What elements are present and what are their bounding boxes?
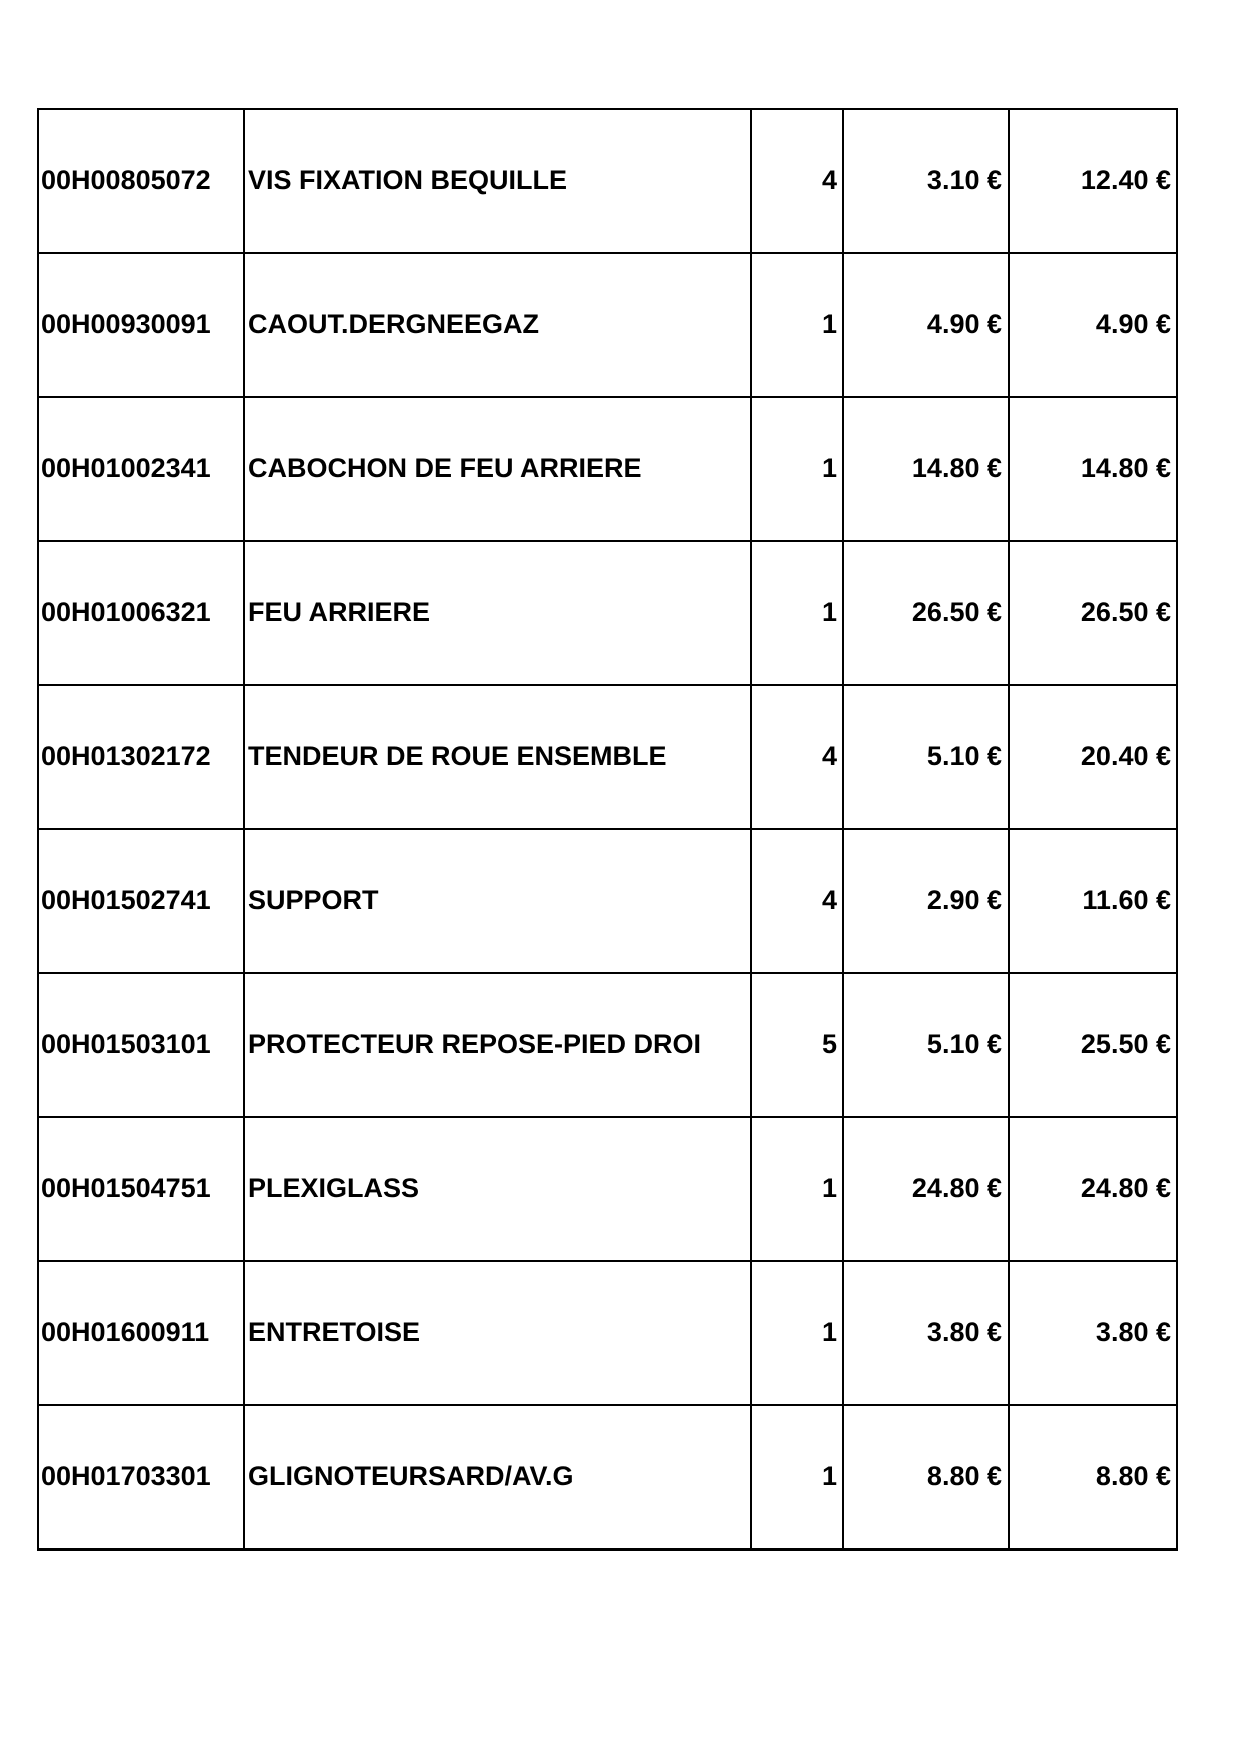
description-cell: FEU ARRIERE [244,541,751,685]
reference-cell: 00H01006321 [38,541,244,685]
description-cell: CABOCHON DE FEU ARRIERE [244,397,751,541]
unit-price-cell: 3.80 € [843,1261,1009,1405]
total-price-cell: 25.50 € [1009,973,1177,1117]
table-row [38,109,1177,253]
description-cell: PLEXIGLASS [244,1117,751,1261]
unit-price-cell: 14.80 € [843,397,1009,541]
description-cell: CAOUT.DERGNEEGAZ [244,253,751,397]
total-price-cell: 20.40 € [1009,685,1177,829]
table-row [38,685,1177,829]
table-row [38,1117,1177,1261]
unit-price-cell: 5.10 € [843,973,1009,1117]
reference-cell: 00H01502741 [38,829,244,973]
total-price-cell: 11.60 € [1009,829,1177,973]
total-price-cell: 24.80 € [1009,1117,1177,1261]
quantity-cell: 4 [751,829,843,973]
quantity-cell: 1 [751,253,843,397]
unit-price-cell: 2.90 € [843,829,1009,973]
unit-price-cell: 3.10 € [843,109,1009,253]
description-cell: SUPPORT [244,829,751,973]
table-row [38,1405,1177,1549]
total-price-cell: 4.90 € [1009,253,1177,397]
quantity-cell: 1 [751,1117,843,1261]
table-row [38,829,1177,973]
quantity-cell: 5 [751,973,843,1117]
table-row [38,1261,1177,1405]
reference-cell: 00H01002341 [38,397,244,541]
description-cell: PROTECTEUR REPOSE-PIED DROI [244,973,751,1117]
reference-cell: 00H01503101 [38,973,244,1117]
reference-cell: 00H01504751 [38,1117,244,1261]
description-cell: GLIGNOTEURSARD/AV.G [244,1405,751,1549]
description-cell: ENTRETOISE [244,1261,751,1405]
quantity-cell: 4 [751,685,843,829]
reference-cell: 00H00805072 [38,109,244,253]
quantity-cell: 1 [751,1261,843,1405]
unit-price-cell: 26.50 € [843,541,1009,685]
unit-price-cell: 4.90 € [843,253,1009,397]
quantity-cell: 1 [751,541,843,685]
table-row [38,541,1177,685]
quantity-cell: 1 [751,1405,843,1549]
total-price-cell: 8.80 € [1009,1405,1177,1549]
reference-cell: 00H01600911 [38,1261,244,1405]
reference-cell: 00H01703301 [38,1405,244,1549]
reference-cell: 00H00930091 [38,253,244,397]
table-row [38,253,1177,397]
unit-price-cell: 8.80 € [843,1405,1009,1549]
total-price-cell: 26.50 € [1009,541,1177,685]
quantity-cell: 4 [751,109,843,253]
description-cell: VIS FIXATION BEQUILLE [244,109,751,253]
total-price-cell: 14.80 € [1009,397,1177,541]
unit-price-cell: 24.80 € [843,1117,1009,1261]
parts-table [37,108,1178,1551]
table-row [38,973,1177,1117]
total-price-cell: 3.80 € [1009,1261,1177,1405]
table-row [38,397,1177,541]
total-price-cell: 12.40 € [1009,109,1177,253]
quantity-cell: 1 [751,397,843,541]
reference-cell: 00H01302172 [38,685,244,829]
unit-price-cell: 5.10 € [843,685,1009,829]
description-cell: TENDEUR DE ROUE ENSEMBLE [244,685,751,829]
